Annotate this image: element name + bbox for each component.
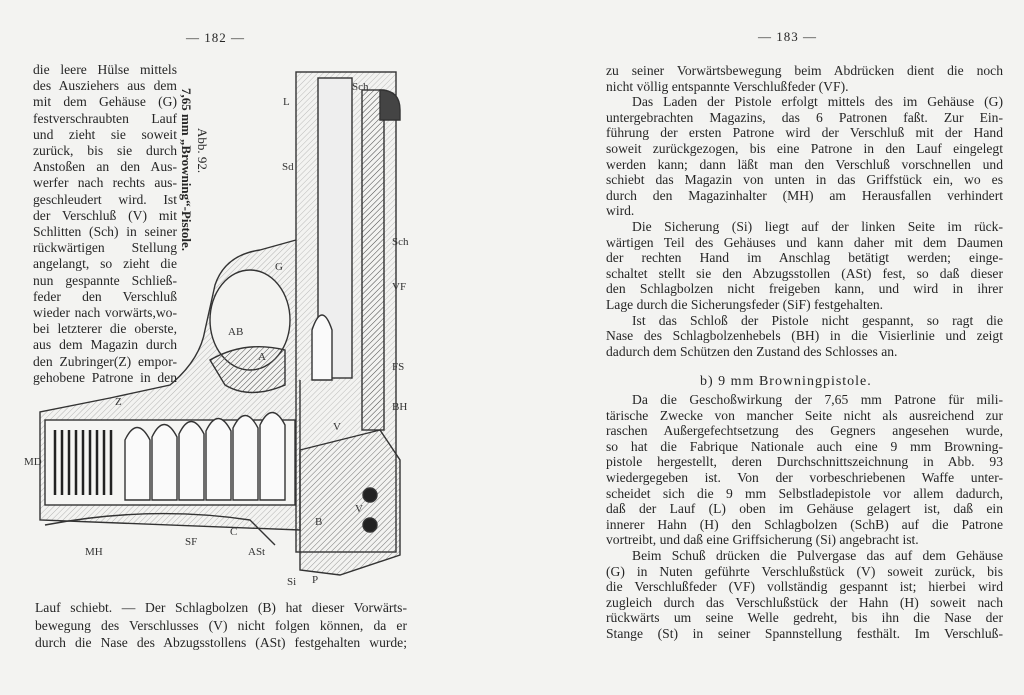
label-SF: SF [185, 536, 198, 548]
text-line: Die Sicherung (Si) liegt auf der linken Seite im rück- [632, 219, 1003, 234]
text-line: angelangt, so zieht die [33, 256, 177, 272]
text-line: dadurch dem Schützen den Zustand des Schlosses an. [606, 343, 898, 359]
label-VF: VF [392, 281, 407, 293]
figure-title: 7,65 mm „Browning“-Pistole. [179, 88, 194, 251]
text-line: den Zubringer(Z) empor- [33, 353, 177, 369]
text-line: feder den Verschluß [33, 288, 177, 304]
text-line: zugleich durch das Verschlußstück der Hahn (H) soweit nach [606, 594, 1003, 610]
text-line: Lauf schiebt. — Der Schlagbolzen (B) hat dieser Vorwärts- [35, 600, 407, 615]
text-line: führung der ersten Patrone wird der Verschluß mit der Hand [606, 125, 1003, 141]
label-V: V [333, 421, 341, 433]
recoil-spring [362, 90, 384, 430]
text-line: raschen Außergefechtsetzung des Gegners angesehen wurde, [606, 423, 1003, 439]
text-line: rückwärtigen Stellung [33, 240, 177, 256]
text-line: Beim Schuß drücken die Pulvergase das auf dem Gehäuse [632, 548, 1003, 563]
text-line: der rechten Hand im Anschlag betätigt werden; einge- [606, 250, 1003, 266]
label-MD: MD [24, 456, 42, 468]
label-B: B [315, 516, 323, 528]
label-A: A [258, 351, 266, 363]
label-G: G [275, 261, 283, 273]
text-line: pistole hergestellt, deren Durchschnittszeichnung in Abb. 93 [606, 454, 1003, 470]
text-line: nun gespannte Schließ- [33, 272, 177, 288]
text-line: wiedergegeben ist. Von der vorbeschriebenen Waffe unter- [606, 470, 1003, 485]
text-line: (G) in Nuten geführte Verschlußstück (V) soweit zurück, bis [606, 563, 1003, 579]
text-line: bewegung des Verschlusses (V) nicht folgen können, da er [35, 617, 407, 633]
text-line: schiebt das Magazin von unten in das Griffstück ein, wo es [606, 172, 1003, 188]
text-line: nicht völlig entspannte Verschlußfeder (VF). [606, 78, 849, 94]
text-line: wieder nach vorwärts,wo- [33, 305, 177, 320]
text-line: festverschraubten Lauf [33, 110, 177, 126]
label-L: L [283, 96, 290, 108]
label-Sch: Sch [352, 81, 369, 93]
text-line: soweit zurückgezogen, bis eine Patrone in den Lauf eingelegt [606, 141, 1003, 156]
text-line: wird. [606, 203, 635, 219]
text-line: durch den Magazinhalter (MH) am Herausfallen verhindert [606, 187, 1003, 203]
text-line: gehobene Patrone in den [33, 369, 177, 385]
page-number-left: — 182 — [186, 30, 245, 45]
text-line: den Schlagbolzen nicht freigeben kann, und wird in ihrer [606, 281, 1003, 297]
label-V-2: V [355, 503, 363, 515]
figure-number: Abb. 92. [195, 128, 210, 174]
page-number-right: — 183 — [758, 29, 817, 44]
text-line: rückwärts um seine Welle gedreht, bis ihn die Nase der [606, 610, 1003, 626]
text-line: untergebrachten Magazins, das 6 Patronen faßt. Zur Ein- [606, 109, 1003, 125]
label-P: P [312, 574, 319, 586]
label-C: C [230, 526, 238, 538]
text-line: werfer nach rechts aus- [33, 175, 177, 191]
text-line: Ist das Schloß der Pistole nicht gespannt, so ragt die [632, 312, 1003, 328]
text-line: so hat die Fabrique Nationale auch eine 9 mm Browning- [606, 438, 1003, 454]
label-Sch-2: Sch [392, 236, 409, 248]
text-line: tärische Zwecke von mancher Seite nicht als ausreichend zur [606, 407, 1003, 423]
text-line: der Verschluß (V) mit [33, 207, 177, 223]
text-line: daß der Lauf (L) oben im Gehäuse gelagert ist, daß ein [606, 501, 1003, 517]
rear-grip [300, 430, 400, 575]
label-ASt: ASt [248, 546, 266, 558]
text-line: geschleudert wird. Ist [33, 191, 177, 207]
label-Si: Si [287, 576, 297, 588]
text-line: die leere Hülse mittels [33, 62, 177, 77]
text-line: werden kann; dann läßt man den Verschluß vorschnellen und [606, 156, 1003, 172]
text-line: Stange (St) in seiner Spannstellung festhält. Im Verschluß- [606, 626, 1003, 641]
text-line: des Ausziehers aus dem [33, 78, 177, 94]
text-line: innerer Hahn (H) den Schlagbolzen (SchB) auf die Patrone [606, 516, 1003, 532]
text-line: Da die Geschoßwirkung der 7,65 mm Patrone für mili- [632, 392, 1003, 407]
text-line: Nase des Schlagbolzenhebels (BH) in die Visierlinie und zeigt [606, 328, 1003, 344]
text-line: Schlitten (Sch) in seiner [33, 224, 177, 239]
text-line: mit dem Gehäuse (G) [33, 94, 177, 110]
label-AB: AB [228, 326, 244, 338]
label-Z: Z [115, 396, 122, 408]
text-line: schaltet stellt sie den Abzugsstollen (ASt) fest, so daß dieser [606, 265, 1003, 281]
label-Sd: Sd [282, 161, 294, 173]
text-line: scheidet sich die 9 mm Selbstladepistole vor allem dadurch, [606, 485, 1003, 501]
text-line: bei letzterer die oberste, [33, 321, 177, 337]
text-line: die Verschlußfeder (VF) vollständig gespannt ist; hierbei wird [606, 579, 1003, 595]
text-line: zurück, bis sie durch [33, 143, 177, 158]
section-heading: b) 9 mm Browningpistole. [700, 374, 872, 389]
text-line: vortreibt, und daß eine Griffsicherung (Si) angebracht ist. [606, 532, 919, 548]
text-line: wärtigen Teil des Gehäuses und kann daher mit dem Daumen [606, 234, 1003, 250]
text-line: aus dem Magazin durch [33, 337, 177, 353]
front-sight [380, 90, 400, 120]
text-line: durch die Nase des Abzugsstollens (ASt) festgehalten wurde; [35, 635, 407, 650]
text-line: Lage durch die Sicherungsfeder (SiF) festgehalten. [606, 297, 884, 312]
text-line: Anstoßen an den Aus- [33, 159, 177, 175]
label-FS: FS [392, 361, 405, 373]
label-BH: BH [392, 401, 408, 413]
text-line: und zieht sie soweit [33, 126, 177, 142]
text-line: zu seiner Vorwärtsbewegung beim Abdrücken dient die noch [606, 63, 1003, 78]
text-line: Das Laden der Pistole erfolgt mittels des im Gehäuse (G) [632, 94, 1003, 110]
label-MH: MH [85, 546, 103, 558]
